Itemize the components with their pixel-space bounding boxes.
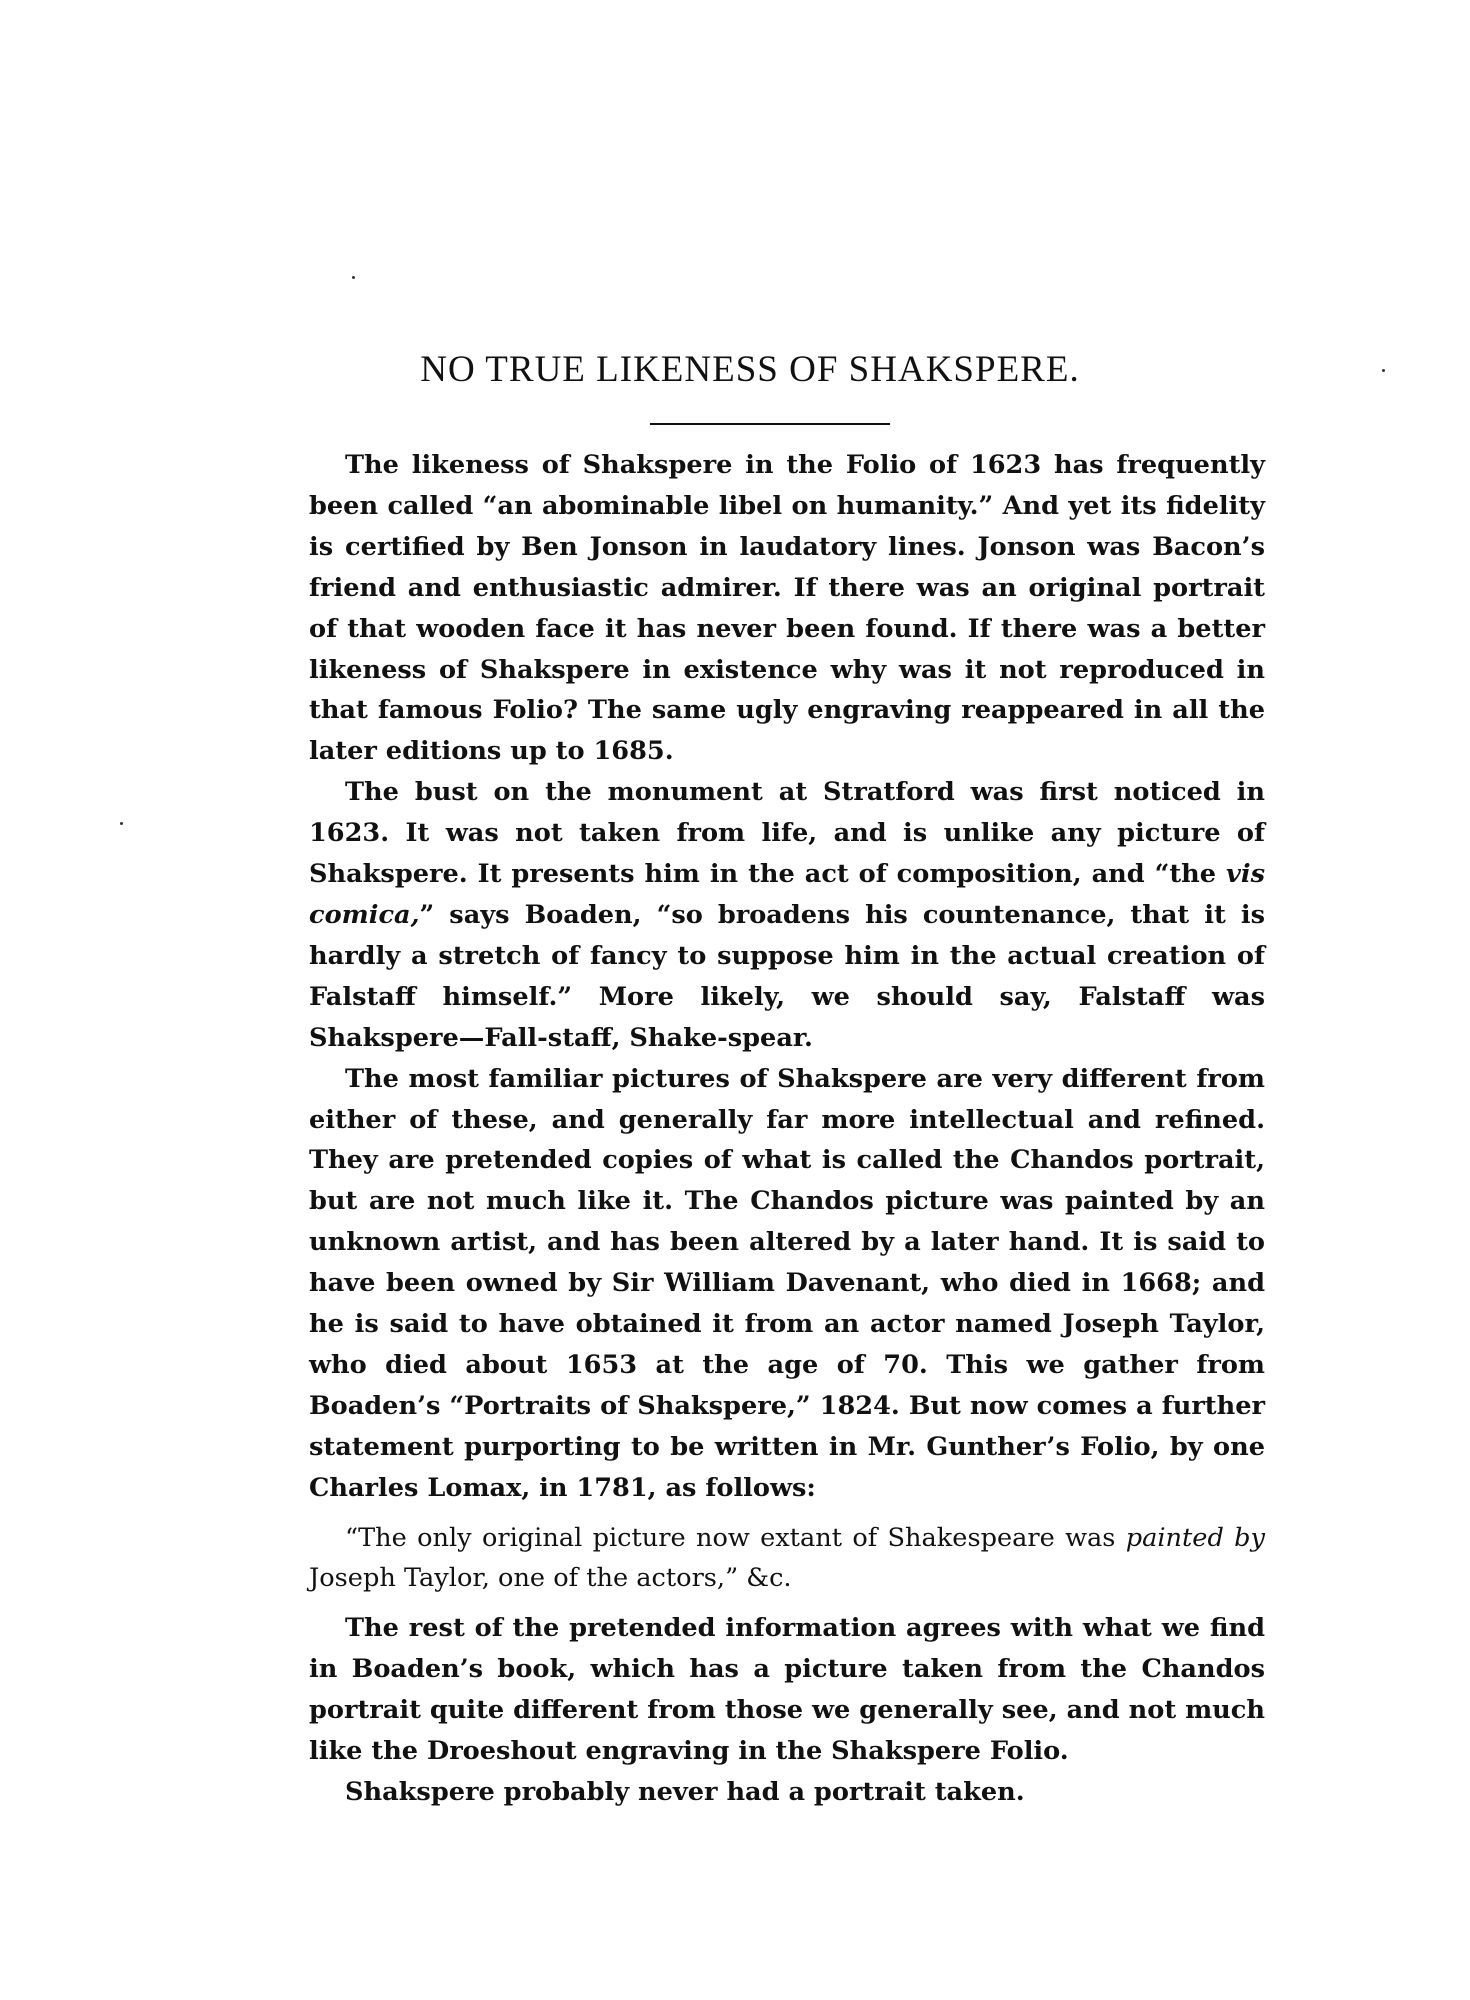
page-title: NO TRUE LIKENESS OF SHAKSPERE. [420,349,1080,390]
paragraph-2 [309,772,1265,1058]
paragraph-5 [309,1772,1265,1813]
paragraph-3 [309,1059,1265,1509]
paragraph-1-text: The likeness of Shakspere in the Folio of 1623 has frequently been called “an abominable libel on humanity.” And yet its fidelity is certified by Ben Jonson in laudatory lines. Jonson was Bacon’s friend and enthusiastic admirer. If there was an original portrait of that wooden face it has never been found. If there was a better likeness of Shakspere in existence why was it not reproduced in that famous Folio? The same ugly engraving reappeared in all the later editions up to 1685. [309,450,1265,767]
paragraph-5-text: Shakspere probably never had a portrait taken. [345,1777,1025,1807]
paragraph-3-text: The most familiar pictures of Shakspere are very different from either of these, and generally far more intellectual and refined. They are pretended copies of what is called the Chandos portrait, but are not much like it. The Chandos picture was painted by an unknown artist, and has been altered by a later hand. It is said to have been owned by Sir William Davenant, who died in 1668; and he is said to have obtained it from an actor named Joseph Taylor, who died about 1653 at the age of 70. This we gather from Boaden’s “Portraits of Shakspere,” 1824. But now comes a further statement purporting to be written in Mr. Gunther’s Folio, by one Charles Lomax, in 1781, as follows: [309,1063,1265,1503]
title-rule [650,423,890,425]
quote-text-b: Joseph Taylor, one of the actors,” &c. [309,1563,792,1594]
paragraph-2-text-b: ” says Boaden, “so broadens his countenance, that it is hardly a stretch of fancy to suppose him in the actual creation of Falstaff himself.” More likely, we should say, Falstaff was Shakspere—Fall-staff, Shake-spear. [309,899,1265,1053]
body-text [309,445,1265,1813]
scan-speck [120,822,123,825]
paragraph-4-text: The rest of the pretended information agrees with what we find in Boaden’s book, which has a picture taken from the Chandos portrait quite different from those we generally see, and not much like the Droeshout engraving in the Shakspere Folio. [309,1613,1265,1767]
quote-italic: painted by [1125,1522,1265,1553]
quote-text-a: “The only original picture now extant of Shakespeare was [345,1522,1126,1553]
scan-speck [352,276,355,279]
paragraph-4 [309,1608,1265,1772]
paragraph-2-text-a: The bust on the monument at Stratford was first noticed in 1623. It was not taken from life, and is unlike any picture of Shakspere. It presents him in the act of composition, and “the [309,777,1265,890]
paragraph-1 [309,445,1265,772]
scan-speck [1382,369,1385,372]
paragraph-2-italic: vis comica, [309,859,1265,930]
block-quote [309,1518,1265,1600]
